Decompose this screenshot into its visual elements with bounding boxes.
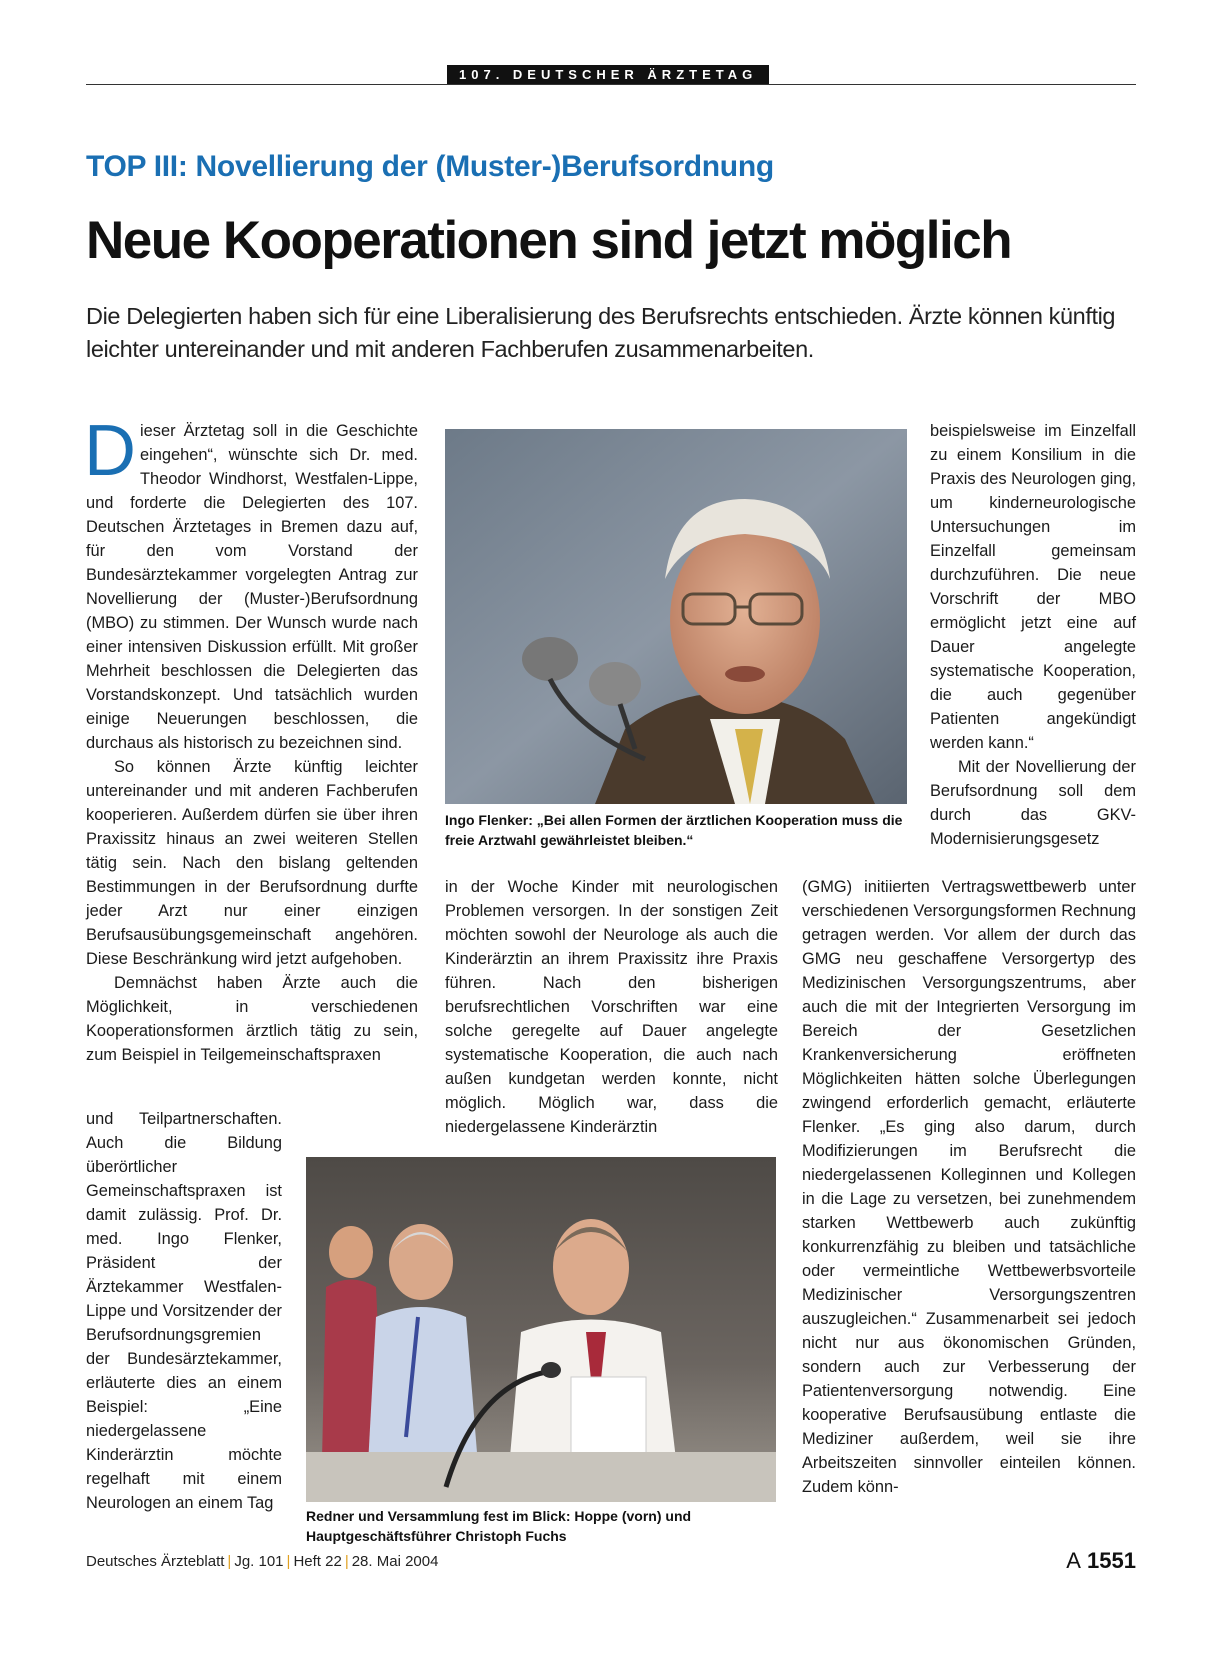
photo-caption: Ingo Flenker: „Bei allen Formen der ärztlichen Kooperation muss die freie Arztwahl gewährleistet bleiben.“ xyxy=(445,812,903,848)
header-rule xyxy=(86,84,1136,85)
photo-speaker-image xyxy=(445,429,907,804)
paragraph: beispielsweise im Einzelfall zu einem Konsilium in die Praxis des Neurologen ging, um kinderneurologische Untersuchungen im Einzelfall gemeinsam durchzuführen. Die neue Vorschrift der MBO ermöglicht jetzt eine auf Dauer angelegte systematische Kooperation, die auch gegenüber Patienten angekündigt werden kann.“ xyxy=(930,422,1136,752)
section-tag: 107. DEUTSCHER ÄRZTETAG xyxy=(447,65,769,84)
journal-date: 28. Mai 2004 xyxy=(351,1553,439,1570)
page-footer xyxy=(86,1553,438,1570)
journal-volume: Jg. 101 xyxy=(234,1553,284,1570)
paragraph: (GMG) initiierten Vertragswettbewerb unter verschiedenen Versorgungsformen Rechnung getragen werden. Vor allem der durch das GMG neu geschaffene Versorgertyp des Medizinischen Versorgungszentrums, aber auch die mit der Integrierten Versorgung im Bereich der Gesetzlichen Krankenversicherung eröffneten Möglichkeiten hätten solche Überlegungen zwingend erforderlich gemacht, erläuterte Flenker. „Es ging also darum, durch Modifizierungen im Berufsrecht die niedergelassenen Kolleginnen und Kollegen in die Lage zu versetzen, bei zunehmendem starken Wettbewerb auch zukünftig konkurrenzfähig zu bleiben und tatsächliche oder vermeintliche Wettbewerbsvorteile Medizinischer Versorgungszentren auszugleichen.“ Zusammenarbeit sei jedoch nicht nur aus ökonomischen Gründen, sondern auch zur Verbesserung der Patientenversorgung notwendig. Eine kooperative Berufsausübung entlaste die Mediziner außerdem, weil sie ihre Arbeitszeiten sinnvoller einteilen können. Zudem könn- xyxy=(802,878,1136,1496)
journal-issue: Heft 22 xyxy=(293,1553,342,1570)
paragraph: in der Woche Kinder mit neurologischen Problemen versorgen. In der sonstigen Zeit möchten sowohl der Neurologe als auch die Kinderärztin an ihrem Praxissitz ihre Praxis führen. Nach den bisherigen berufsrechtlichen Vorschriften war eine solche geregelte auf Dauer angelegte systematische Kooperation, die auch nach außen kundgetan werden konnte, nicht möglich. Möglich war, dass die niedergelassene Kinderärztin xyxy=(445,878,778,1136)
paragraph: Mit der Novellierung der Berufsordnung soll dem durch das GKV-Modernisierungsgesetz xyxy=(930,758,1136,848)
photo-assembly-image xyxy=(306,1157,776,1502)
photo-speaker-flenker xyxy=(445,429,907,804)
paragraph: Demnächst haben Ärzte auch die Möglichkeit, in verschiedenen Kooperationsformen ärztlich tätig zu sein, zum Beispiel in Teilgemeinschaftspraxen xyxy=(86,974,418,1064)
article-headline: Neue Kooperationen sind jetzt möglich xyxy=(86,211,1012,270)
page-prefix: A xyxy=(1066,1548,1081,1573)
paragraph-text: ieser Ärztetag soll in die Geschichte eingehen“, wünschte sich Dr. med. Theodor Windhorst, Westfalen-Lippe, und forderte die Delegierten des 107. Deutschen Ärztetages in Bremen dazu auf, für den vom Vorstand der Bundesärztekammer vorgelegten Antrag zur Novellierung der (Muster-)Berufsordnung (MBO) zu stimmen. Der Wunsch wurde nach einer intensiven Diskussion erfüllt. Mit großer Mehrheit beschlossen die Delegierten das Vorstandskonzept. Und tatsächlich wurden einige Neuerungen beschlossen, die durchaus als historisch zu bezeichnen sind. xyxy=(86,422,418,752)
paragraph: So können Ärzte künftig leichter untereinander und mit anderen Fachberufen kooperieren. Außerdem dürfen sie über ihren Praxissitz hinaus an zwei weiteren Stellen tätig sein. Nach den bislang geltenden Bestimmungen in der Berufsordnung durfte jeder Arzt nur einer einzigen Berufsausübungsgemeinschaft angehören. Diese Beschränkung wird jetzt aufgehoben. xyxy=(86,758,418,968)
column-1-continued xyxy=(86,1107,282,1515)
footer-separator: | xyxy=(286,1553,291,1570)
column-3-continued xyxy=(802,875,1136,1499)
photo-assembly xyxy=(306,1157,776,1502)
photo-caption: Redner und Versammlung fest im Blick: Hoppe (vorn) und Hauptgeschäftsführer Christoph Fuchs xyxy=(306,1508,692,1544)
paragraph: und Teilpartnerschaften. Auch die Bildung überörtlicher Gemeinschaftspraxen ist damit zulässig. Prof. Dr. med. Ingo Flenker, Präsident der Ärztekammer Westfalen-Lippe und Vorsitzender der Berufsordnungsgremien der Bundesärztekammer, erläuterte dies an einem Beispiel: „Eine niedergelassene Kinderärztin möchte regelhaft mit einem Neurologen an einem Tag xyxy=(86,1110,282,1512)
paragraph xyxy=(84,411,418,755)
page-number xyxy=(1066,1548,1136,1574)
dropcap: D xyxy=(84,411,136,491)
article-lead: Die Delegierten haben sich für eine Liberalisierung des Berufsrechts entschieden. Ärzte können künftig leichter untereinander und mit anderen Fachberufen zusammenarbeiten. xyxy=(86,303,1116,362)
footer-separator: | xyxy=(344,1553,349,1570)
column-2 xyxy=(445,875,778,1139)
column-1 xyxy=(84,411,418,1067)
journal-name: Deutsches Ärzteblatt xyxy=(86,1553,225,1570)
column-3 xyxy=(930,419,1136,851)
page-number-value: 1551 xyxy=(1087,1548,1136,1573)
footer-separator: | xyxy=(227,1553,232,1570)
article-kicker: TOP III: Novellierung der (Muster-)Berufsordnung xyxy=(86,150,774,183)
